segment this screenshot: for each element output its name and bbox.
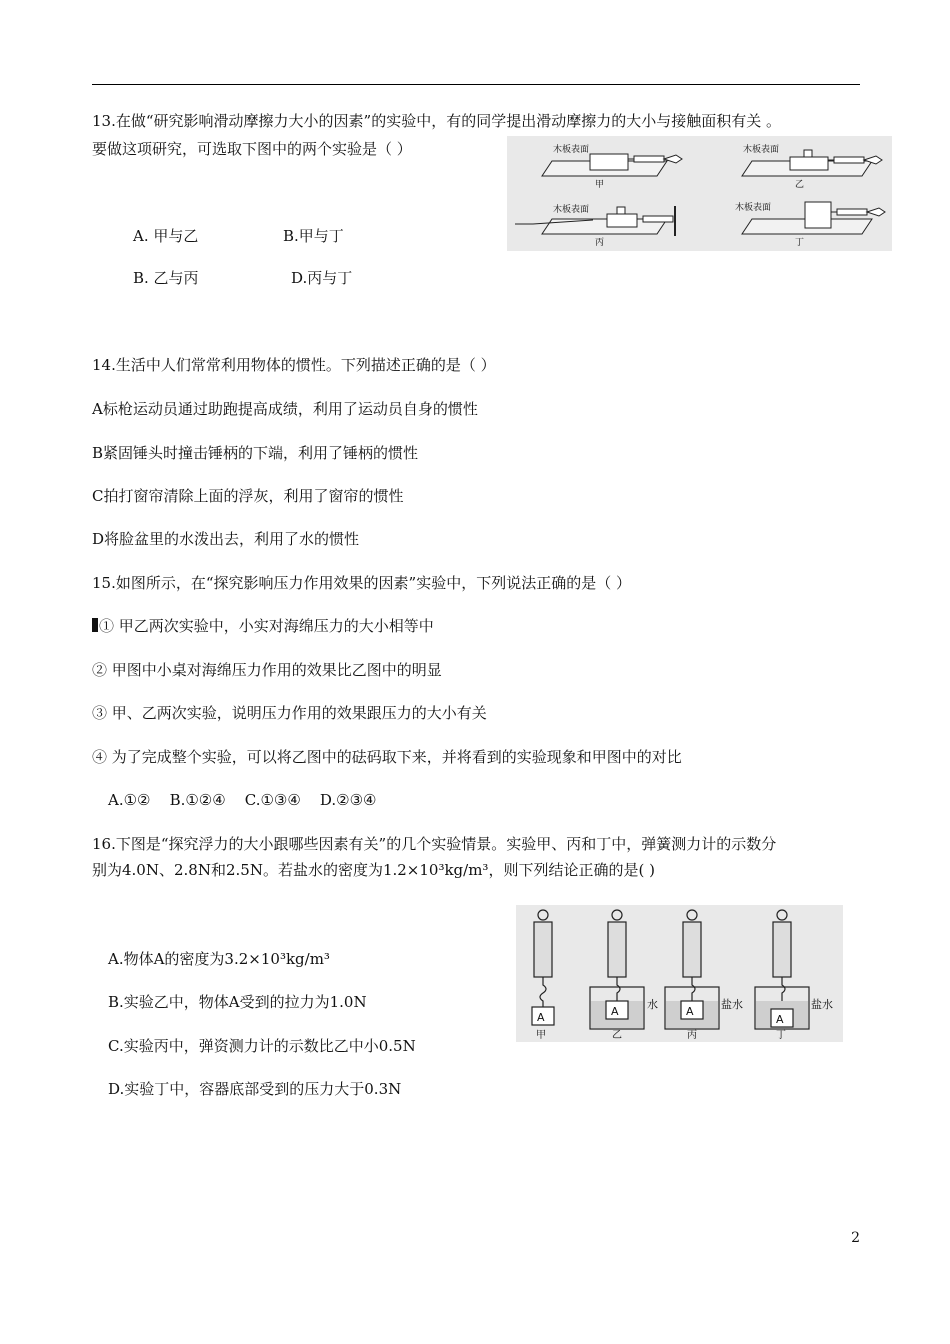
buoyancy-experiment-figure bbox=[516, 905, 843, 1042]
block-label-jia: A bbox=[537, 1011, 545, 1024]
block-label-bing: A bbox=[686, 1005, 694, 1018]
q14-option-a: A标枪运动员通过助跑提高成绩，利用了运动员自身的惯性 bbox=[92, 400, 478, 418]
panel-label-jia: 甲 bbox=[536, 1030, 546, 1041]
liquid-label-saltwater-ding: 盐水 bbox=[811, 998, 833, 1011]
panel-label-ding: 丁 bbox=[776, 1030, 786, 1041]
friction-experiment-figure bbox=[507, 136, 892, 251]
q15-statement-2: ② 甲图中小桌对海绵压力作用的效果比乙图中的明显 bbox=[92, 661, 442, 679]
panel-label-yi: 乙 bbox=[612, 1030, 622, 1041]
q16-option-a: A.物体A的密度为3.2×10³kg/m³ bbox=[108, 950, 330, 968]
board-label-jia: 木板表面 bbox=[553, 145, 590, 155]
q14-option-c: C拍打窗帘清除上面的浮灰，利用了窗帘的惯性 bbox=[92, 487, 404, 505]
q16-option-b: B.实验乙中，物体A受到的拉力为1.0N bbox=[108, 993, 367, 1011]
q15-statement-3: ③ 甲、乙两次实验，说明压力作用的效果跟压力的大小有关 bbox=[92, 704, 487, 722]
liquid-label-saltwater-bing: 盐水 bbox=[721, 998, 743, 1011]
header-rule bbox=[92, 84, 860, 85]
board-label-bing: 木板表面 bbox=[553, 205, 590, 215]
q13-stem-line1: 13.在做“研究影响滑动摩擦力大小的因素”的实验中，有的同学提出滑动摩擦力的大小与接触面积有关 。 bbox=[92, 112, 781, 130]
block-label-yi: A bbox=[611, 1005, 619, 1018]
buoyancy-figure-svg bbox=[516, 905, 843, 1042]
stray-mark bbox=[92, 618, 98, 632]
q14-stem: 14.生活中人们常常利用物体的惯性。下列描述正确的是（ ） bbox=[92, 356, 496, 374]
panel-label-jia: 甲 bbox=[595, 180, 605, 190]
q14-option-d: D将脸盆里的水泼出去，利用了水的惯性 bbox=[92, 530, 360, 548]
board-label-yi: 木板表面 bbox=[743, 145, 780, 155]
board-label-ding: 木板表面 bbox=[735, 203, 772, 213]
q16-stem-line1: 16.下图是“探究浮力的大小跟哪些因素有关”的几个实验情景。实验甲、丙和丁中，弹簧测力计的示数分 bbox=[92, 835, 777, 853]
panel-label-yi: 乙 bbox=[795, 180, 805, 190]
block-label-ding: A bbox=[776, 1013, 784, 1026]
q15-statement-1: ① 甲乙两次实验中，小实对海绵压力的大小相等中 bbox=[99, 617, 434, 635]
panel-label-bing: 丙 bbox=[595, 238, 605, 248]
q15-statement-4: ④ 为了完成整个实验，可以将乙图中的砝码取下来，并将看到的实验现象和甲图中的对比 bbox=[92, 748, 682, 766]
liquid-label-water: 水 bbox=[647, 998, 658, 1011]
q15-stem: 15.如图所示，在“探究影响压力作用效果的因素”实验中，下列说法正确的是（ ） bbox=[92, 574, 631, 592]
q16-option-c: C.实验丙中，弹资测力计的示数比乙中小0.5N bbox=[108, 1037, 416, 1055]
q13-stem-line2: 要做这项研究，可选取下图中的两个实验是（ ） bbox=[92, 140, 412, 158]
panel-label-bing: 丙 bbox=[687, 1030, 697, 1041]
q14-option-b: B紧固锤头时撞击锤柄的下端，利用了锤柄的惯性 bbox=[92, 444, 419, 462]
friction-figure-svg bbox=[507, 136, 892, 251]
q16-stem-line2: 别为4.0N、2.8N和2.5N。若盐水的密度为1.2×10³kg/m³，则下列结论正确的是( ) bbox=[92, 861, 655, 879]
panel-label-ding: 丁 bbox=[795, 238, 805, 248]
q13-option-c: B. 乙与丙 bbox=[133, 269, 199, 287]
q13-option-b: B.甲与丁 bbox=[283, 227, 344, 245]
q15-options: A.①② B.①②④ C.①③④ D.②③④ bbox=[108, 791, 377, 809]
q13-option-a: A. 甲与乙 bbox=[133, 227, 199, 245]
q16-option-d: D.实验丁中，容器底部受到的压力大于0.3N bbox=[108, 1080, 402, 1098]
q13-option-d: D.丙与丁 bbox=[291, 269, 353, 287]
page-number: 2 bbox=[851, 1230, 860, 1246]
